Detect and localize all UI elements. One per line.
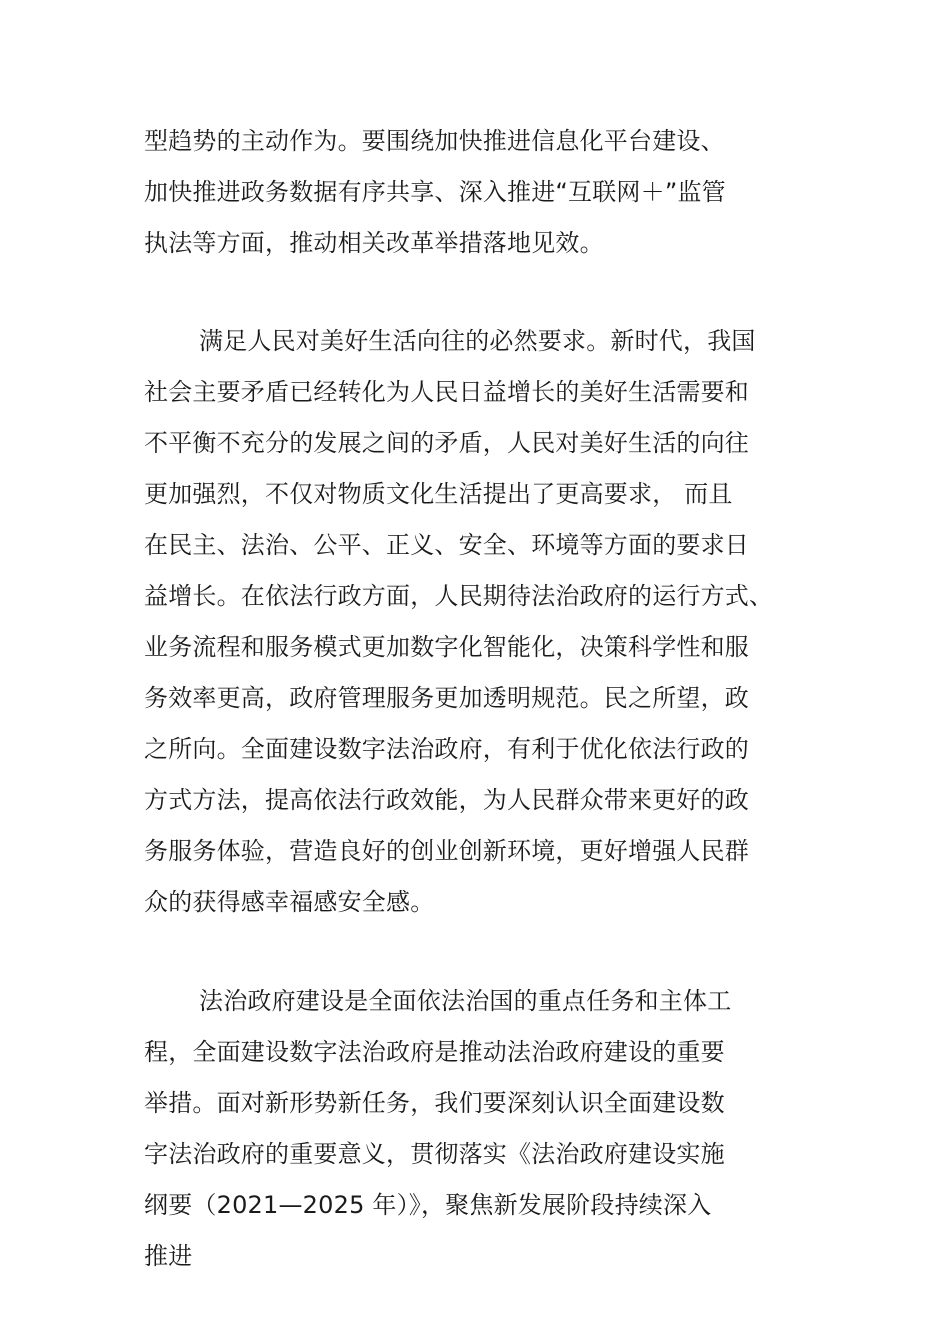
text-line: 举措。面对新形势新任务，我们要深刻认识全面建设数 [144,1089,725,1117]
paragraph-3 [144,976,844,1282]
paragraph-1 [144,116,844,269]
text-line: 务效率更高，政府管理服务更加透明规范。民之所望，政 [144,684,749,712]
text-line: 执法等方面，推动相关改革举措落地见效。 [144,229,604,257]
text-line: 推进 [144,1242,193,1270]
text-line: 业务流程和服务模式更加数字化智能化，决策科学性和服 [144,633,749,661]
text-line: 在民主、法治、公平、正义、安全、环境等方面的要求日 [144,531,749,559]
text-line: 不平衡不充分的发展之间的矛盾，人民对美好生活的向往 [144,429,749,457]
text-line: 型趋势的主动作为。要围绕加快推进信息化平台建设、 [144,127,725,155]
text-line: 务服务体验，营造良好的创业创新环境，更好增强人民群 [144,837,749,865]
text-line: 纲要（2021—2025 年）》，聚焦新发展阶段持续深入 [144,1191,712,1219]
text-line: 字法治政府的重要意义，贯彻落实《法治政府建设实施 [144,1140,725,1168]
text-line: 众的获得感幸福感安全感。 [144,888,435,916]
text-line: 加快推进政务数据有序共享、深入推进“互联网＋”监管 [144,178,726,206]
text-line: 方式方法，提高依法行政效能，为人民群众带来更好的政 [144,786,749,814]
text-line: 之所向。全面建设数字法治政府，有利于优化依法行政的 [144,735,749,763]
text-line: 更加强烈，不仅对物质文化生活提出了更高要求， 而且 [144,480,733,508]
paragraph-2 [144,316,844,928]
text-line: 社会主要矛盾已经转化为人民日益增长的美好生活需要和 [144,378,749,406]
text-line: 满足人民对美好生活向往的必然要求。新时代，我国 [199,327,756,355]
text-line: 法治政府建设是全面依法治国的重点任务和主体工 [199,987,732,1015]
text-line: 益增长。在依法行政方面，人民期待法治政府的运行方式、 [144,582,774,610]
text-line: 程，全面建设数字法治政府是推动法治政府建设的重要 [144,1038,725,1066]
